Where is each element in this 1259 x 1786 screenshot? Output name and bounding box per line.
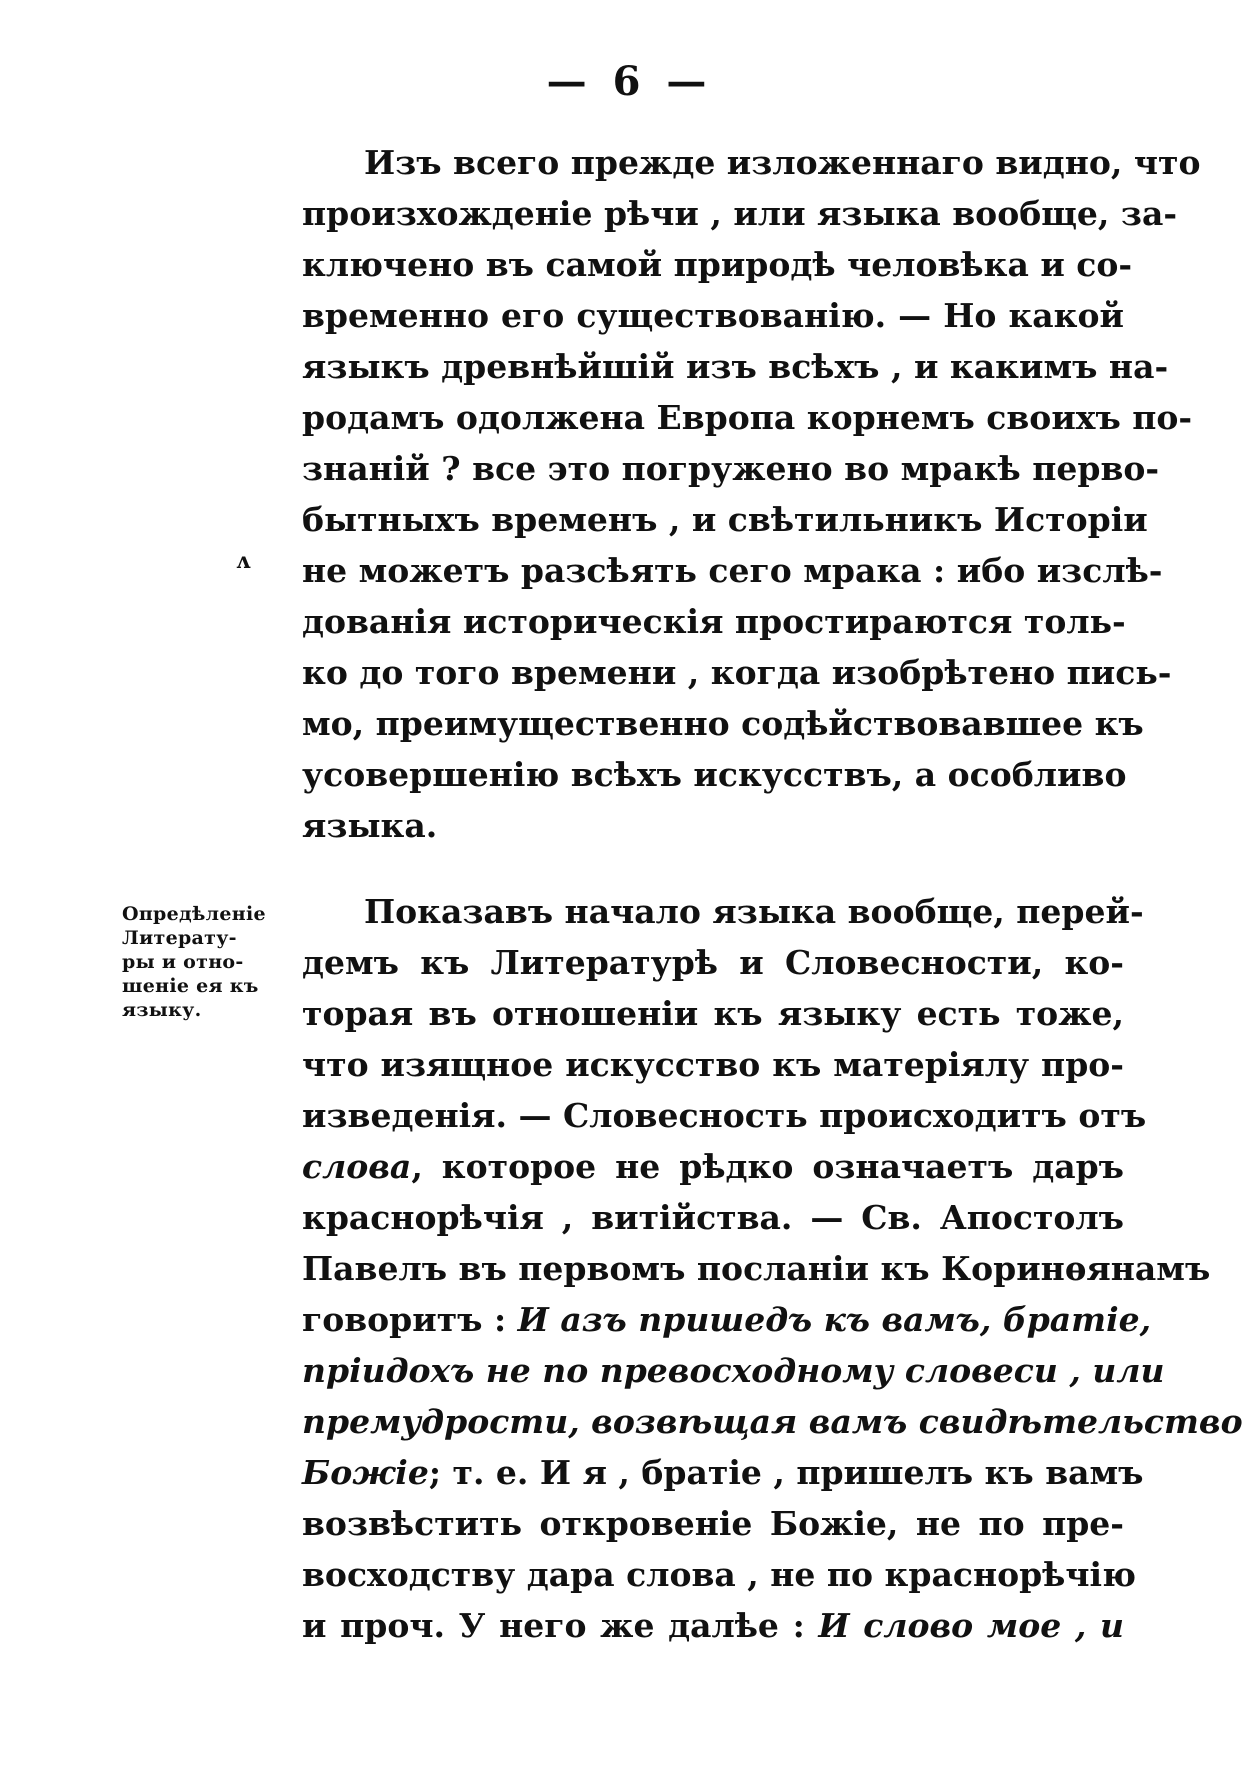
margin-note-line: ры и отно-: [122, 951, 244, 973]
quotation: И азъ пришедъ къ вамъ, братіе,: [517, 1300, 1152, 1339]
paragraph-1-line: усовершенію всѣхъ искусствъ, а особливо: [302, 755, 1127, 794]
paragraph-1-line: Изъ всего прежде изложеннаго видно, что: [364, 143, 1201, 182]
line-text: и проч. У него же далѣе :: [302, 1606, 805, 1645]
paragraph-2-line: Павелъ въ первомъ посланіи къ Коринѳянамъ: [302, 1249, 1211, 1288]
line-text: говоритъ :: [302, 1300, 507, 1339]
paragraph-2-line: [302, 1453, 1144, 1492]
paragraph-1-line: языка.: [302, 806, 438, 845]
line-text: , которое не рѣдко означаетъ даръ: [411, 1147, 1124, 1186]
italic-word: слова: [302, 1147, 412, 1186]
paragraph-1-line: мо, преимущественно содѣйствовавшее къ: [302, 704, 1144, 743]
paragraph-2-line: [302, 1606, 1124, 1645]
quotation: И слово мое , и: [818, 1606, 1124, 1645]
paragraph-2-line: восходству дара слова , не по краснорѣчію: [302, 1555, 1136, 1594]
paragraph-1-line: знаній ? все это погружено во мракѣ перво-: [302, 449, 1160, 488]
paragraph-1-line: родамъ одолжена Европа корнемъ своихъ по-: [302, 398, 1193, 437]
paragraph-1-line: временно его существованію. — Но какой: [302, 296, 1124, 335]
paragraph-2-line: [302, 1147, 1124, 1186]
paragraph-2-line: демъ къ Литературѣ и Словесности, ко-: [302, 943, 1124, 982]
paragraph-2-line: премудрости, возвѣщая вамъ свидѣтельство: [302, 1402, 1243, 1441]
paragraph-1-line: ко до того времени , когда изобрѣтено пись-: [302, 653, 1172, 692]
italic-word: Божіе: [302, 1453, 429, 1492]
paragraph-2-line: Показавъ начало языка вообще, перей-: [364, 892, 1144, 931]
paragraph-1-line: дованія историческія простираются толь-: [302, 602, 1126, 641]
paragraph-2-line: пріидохъ не по превосходному словеси , или: [302, 1351, 1165, 1390]
paragraph-2-line: [302, 1300, 1152, 1339]
margin-note-line: шеніе ея къ: [122, 975, 259, 997]
paragraph-1-line: языкъ древнѣйшій изъ всѣхъ , и какимъ на-: [302, 347, 1169, 386]
paragraph-2-line: краснорѣчія , витійства. — Св. Апостолъ: [302, 1198, 1124, 1237]
paragraph-2-line: торая въ отношеніи къ языку есть тоже,: [302, 994, 1124, 1033]
paragraph-2-line: изведенія. — Словесность происходитъ отъ: [302, 1096, 1147, 1135]
paragraph-1-line: ключено въ самой природѣ человѣка и со-: [302, 245, 1133, 284]
margin-note-line: Опредѣленіе: [122, 903, 266, 925]
paragraph-1-line: произхожденіе рѣчи , или языка вообще, за-: [302, 194, 1178, 233]
paragraph-2-line: возвѣстить откровеніе Божіе, не по пре-: [302, 1504, 1124, 1543]
margin-note-line: Литерату-: [122, 927, 237, 949]
paragraph-1-line: не можетъ разсѣять сего мрака : ибо изслѣ-: [302, 551, 1163, 590]
page-number: — 6 —: [546, 58, 713, 105]
margin-note-line: языку.: [122, 999, 202, 1021]
paragraph-2-line: что изящное искусство къ матеріялу про-: [302, 1045, 1124, 1084]
margin-mark: ʌ: [236, 548, 251, 574]
paragraph-1-line: бытныхъ временъ , и свѣтильникъ Исторіи: [302, 500, 1148, 539]
line-text: ; т. е. И я , братіе , пришелъ къ вамъ: [428, 1453, 1144, 1492]
margin-note: [122, 902, 302, 1022]
